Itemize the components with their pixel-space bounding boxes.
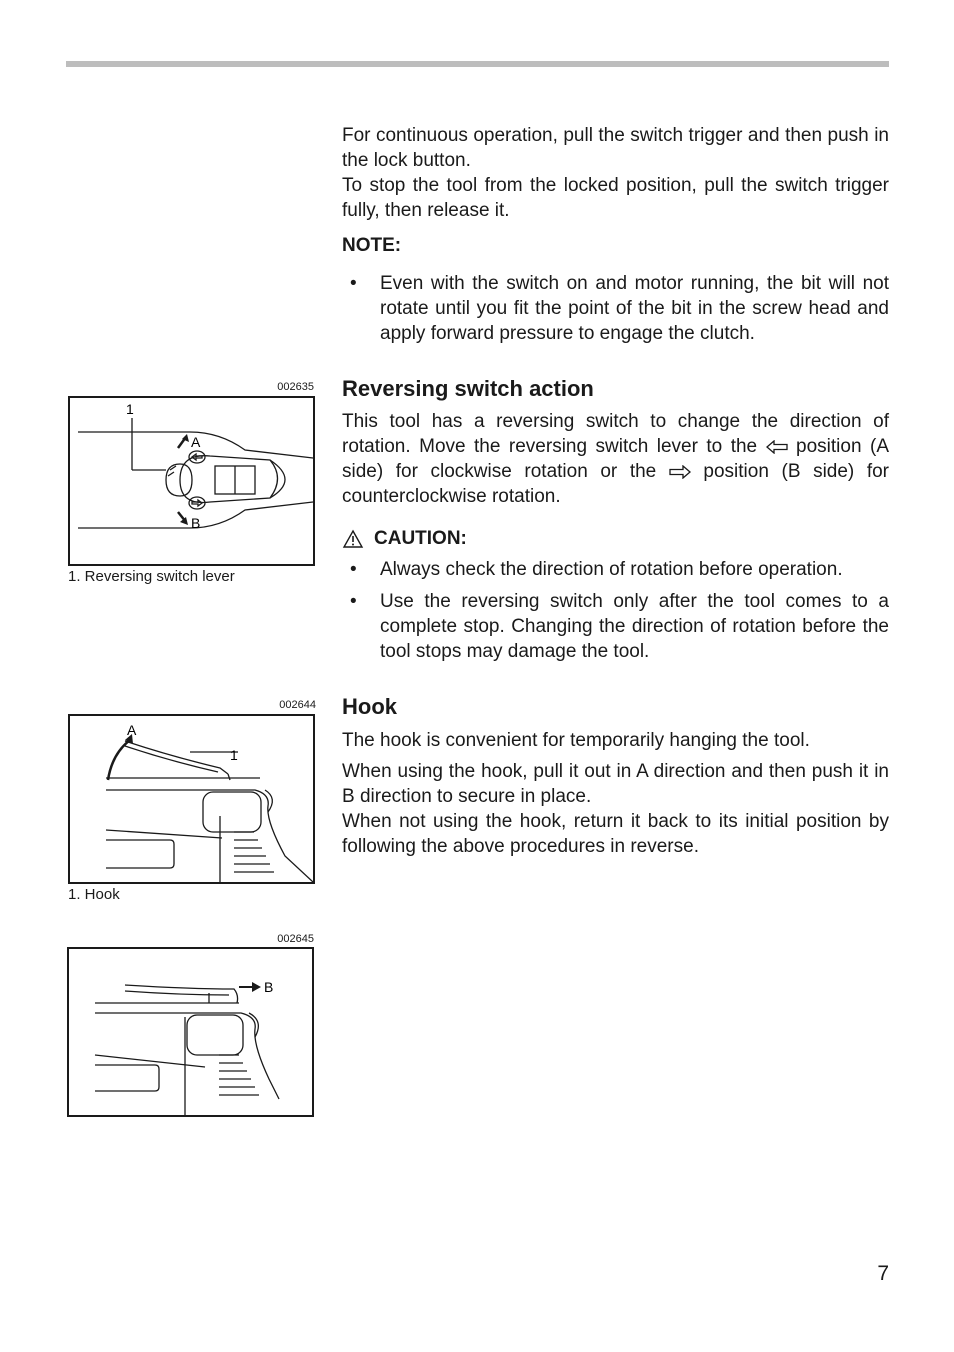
hook-paragraph-3: When not using the hook, return it back to its initial position by following the above procedures in reverse. (342, 811, 889, 857)
label-b: B (264, 979, 274, 995)
note-item (342, 271, 889, 346)
top-rule (66, 61, 889, 67)
hook-heading: Hook (342, 694, 397, 719)
reversing-switch-illustration (70, 398, 313, 564)
intro-paragraph-1: For continuous operation, pull the switch trigger and then push in the lock button. (342, 125, 889, 171)
hook-in-illustration (69, 949, 312, 1115)
right-arrow-icon (669, 465, 691, 479)
reversing-paragraph (342, 409, 889, 509)
figure-code: 002644 (279, 699, 316, 711)
caution-header (342, 528, 889, 550)
note-section (342, 235, 889, 257)
intro-paragraph-2: To stop the tool from the locked position, pull the switch trigger fully, then release it. (342, 175, 889, 221)
figure-caption: 1. Reversing switch lever (68, 568, 235, 585)
reversing-text-2: position (A side) for clockwise rotation or the (342, 436, 889, 482)
hook-out-illustration (70, 716, 313, 882)
caution-list (342, 557, 889, 664)
reversing-section (342, 376, 889, 402)
caution-item-2 (342, 589, 889, 664)
reversing-heading: Reversing switch action (342, 376, 594, 401)
bullet-dot: • (350, 559, 357, 580)
hook-paragraph-2: When using the hook, pull it out in A direction and then push it in B direction to secure in place. (342, 761, 889, 807)
caution-item-text: Always check the direction of rotation before operation. (380, 559, 843, 580)
caution-item-1 (342, 557, 889, 582)
hook-section (342, 694, 889, 720)
note-heading: NOTE: (342, 235, 402, 256)
intro-section (342, 123, 889, 223)
figure-reversing-switch (68, 396, 315, 566)
caution-section (342, 528, 889, 550)
hook-body (342, 728, 889, 859)
label-1: 1 (230, 747, 238, 763)
label-1: 1 (126, 401, 134, 417)
note-item-text: Even with the switch on and motor running, the bit will not rotate until you fit the point of the bit in the screw head and apply forward pressure to engage the clutch. (380, 273, 889, 344)
figure-hook-out (68, 714, 315, 884)
note-list (342, 271, 889, 346)
label-a: A (191, 434, 201, 450)
page-number: 7 (877, 1262, 889, 1285)
reversing-text-3: position (B side) for counterclockwise rotation. (342, 461, 890, 507)
caution-item-text: Use the reversing switch only after the tool comes to a complete stop. Changing the direction of rotation before the tool stops may damage the tool. (380, 591, 889, 662)
label-a: A (127, 722, 137, 738)
left-arrow-icon (766, 440, 788, 454)
reversing-text-1: This tool has a reversing switch to change the direction of rotation. Move the reversing switch lever to the (342, 411, 889, 457)
bullet-dot: • (350, 591, 357, 612)
hook-paragraph-1: The hook is convenient for temporarily hanging the tool. (342, 730, 810, 751)
bullet-dot: • (350, 273, 357, 294)
warning-triangle-icon (342, 529, 364, 549)
label-b: B (191, 515, 201, 531)
figure-caption: 1. Hook (68, 886, 120, 903)
reversing-body (342, 409, 889, 509)
figure-hook-in (67, 947, 314, 1117)
caution-heading: CAUTION: (374, 528, 467, 549)
figure-code: 002645 (277, 933, 314, 945)
figure-code: 002635 (277, 381, 314, 393)
